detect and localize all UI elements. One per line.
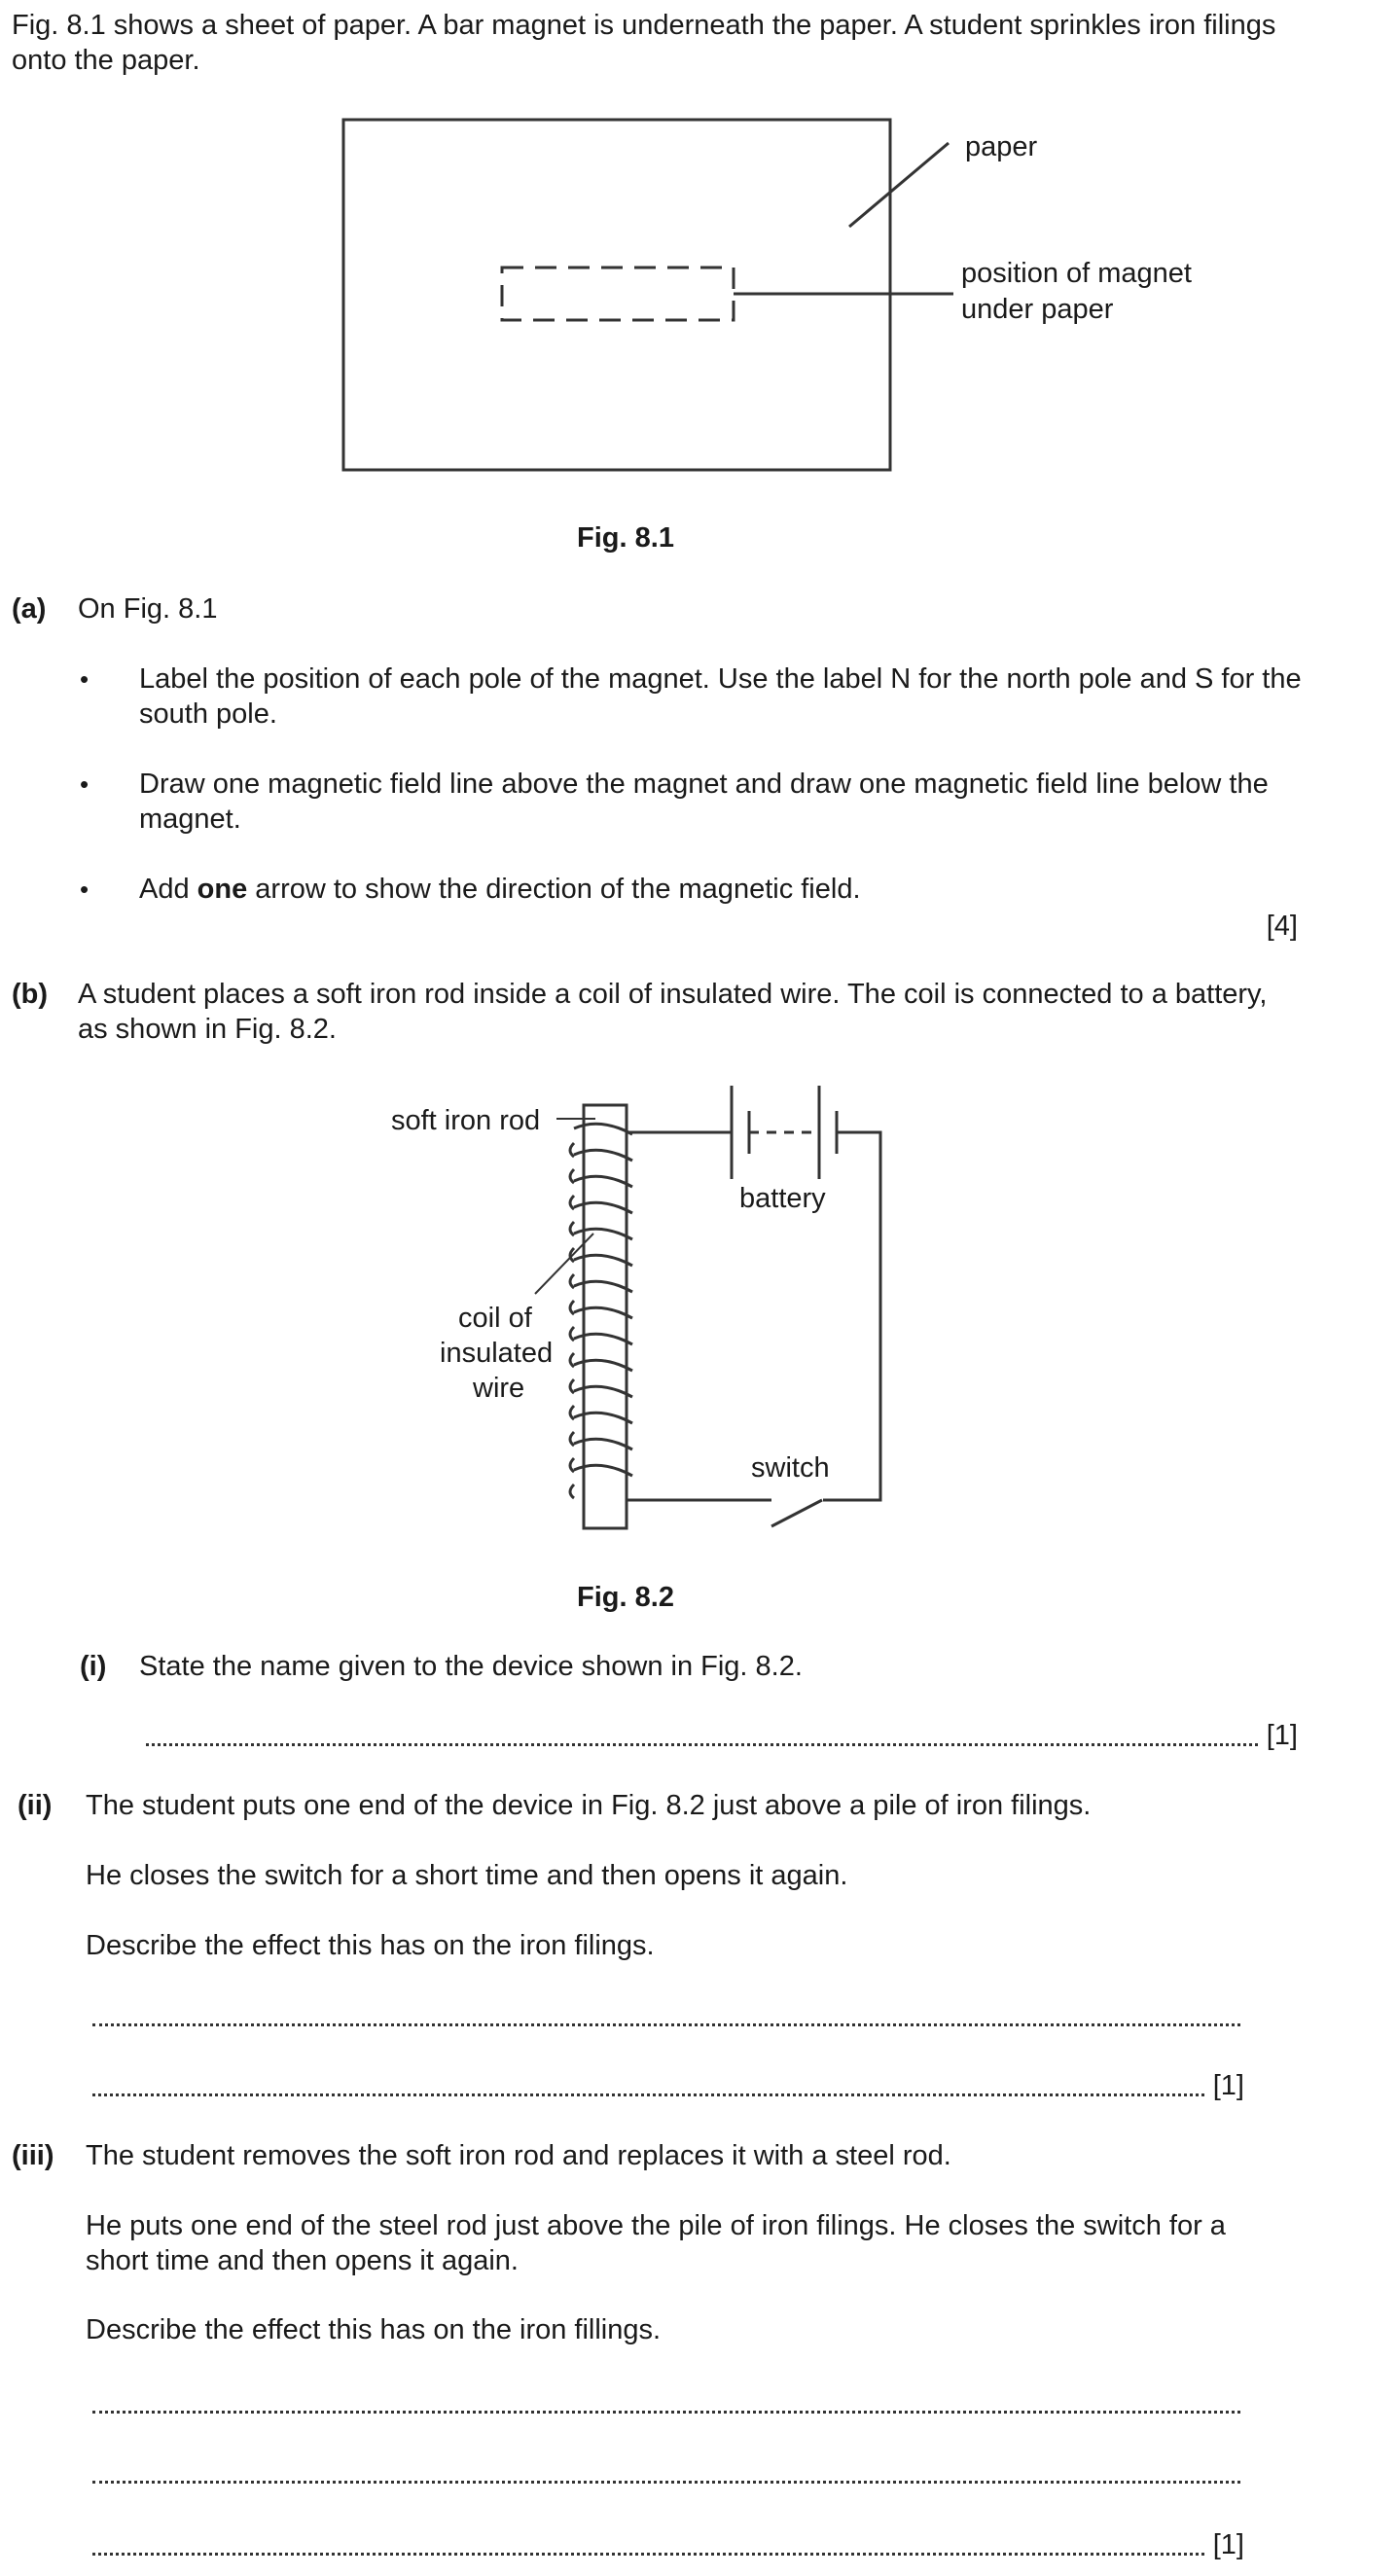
bullet-3-end: arrow to show the direction of the magnetic field. [255,874,861,905]
part-b-iii-text2: He puts one end of the steel rod just above the pile of iron filings. He closes the switch for a short time and then opens it again. [86,2210,1226,2276]
bullet-1: • [80,664,90,694]
fig-8-1-caption: Fig. 8.1 [577,522,674,554]
coil-of-wire [570,1124,632,1498]
bullet-2: • [80,769,90,799]
part-a-bullet-3 [139,872,1302,907]
answer-line-b-ii-2[interactable] [92,2093,1204,2096]
label-switch: switch [751,1452,830,1484]
label-coil-2: insulated [440,1338,554,1369]
bullet-3-emphasis: one [197,874,248,905]
label-soft-iron-rod: soft iron rod [391,1105,541,1136]
part-b-ii-text1: The student puts one end of the device in Fig. 8.2 just above a pile of iron filings. [86,1790,1092,1821]
intro-text: Fig. 8.1 shows a sheet of paper. A bar magnet is underneath the paper. A student sprinkles iron filings onto the paper. [12,10,1276,76]
part-b-text: A student places a soft iron rod inside a coil of insulated wire. The coil is connected to a battery, as shown in Fig. 8.2. [78,979,1268,1045]
label-coil-3: wire [473,1373,525,1404]
part-b-ii-text2: He closes the switch for a short time and then opens it again. [86,1860,848,1891]
wire-right [823,1132,880,1500]
part-b-iii-label: (iii) [12,2140,54,2171]
label-magnet-line2: under paper [961,294,1114,325]
answer-line-b-iii-2[interactable] [92,2481,1240,2484]
bullet-3-start: Add [139,874,190,905]
answer-line-b-i[interactable] [146,1743,1258,1746]
part-a-label: (a) [12,593,47,625]
fig-8-2-caption: Fig. 8.2 [577,1582,674,1613]
part-b-i-text: State the name given to the device shown in Fig. 8.2. [139,1651,803,1682]
part-b-iii-text3: Describe the effect this has on the iron fillings. [86,2314,662,2345]
label-battery: battery [739,1183,826,1214]
answer-line-b-iii-1[interactable] [92,2411,1240,2414]
label-magnet-line1: position of magnet [961,258,1192,289]
part-b-label: (b) [12,979,49,1010]
magnet-position-dashed [502,268,734,320]
part-b-i-marks: [1] [1266,1720,1298,1751]
bullet-3: • [80,875,90,904]
paper-leader-line [849,143,949,227]
label-paper: paper [965,131,1038,162]
label-coil-1: coil of [458,1303,532,1334]
answer-line-b-iii-3[interactable] [92,2553,1204,2556]
switch-lever [771,1500,822,1526]
part-a-marks: [4] [1266,911,1298,942]
part-b-iii-marks: [1] [1212,2529,1244,2560]
part-a-bullet-1: Label the position of each pole of the magnet. Use the label N for the north pole and S for the south pole. [139,663,1302,730]
part-b-ii-text3: Describe the effect this has on the iron filings. [86,1930,655,1961]
part-b-iii-text1: The student removes the soft iron rod and replaces it with a steel rod. [86,2140,951,2171]
part-b-i-label: (i) [80,1651,107,1682]
part-a-text: On Fig. 8.1 [78,593,218,625]
figure-8-1 [0,97,1398,486]
part-b-ii-marks: [1] [1212,2070,1244,2101]
figure-8-2 [0,1070,1398,1556]
answer-line-b-ii-1[interactable] [92,2023,1240,2026]
part-b-ii-label: (ii) [18,1790,53,1821]
part-a-bullet-2: Draw one magnetic field line above the magnet and draw one magnetic field line below the magnet. [139,769,1269,835]
